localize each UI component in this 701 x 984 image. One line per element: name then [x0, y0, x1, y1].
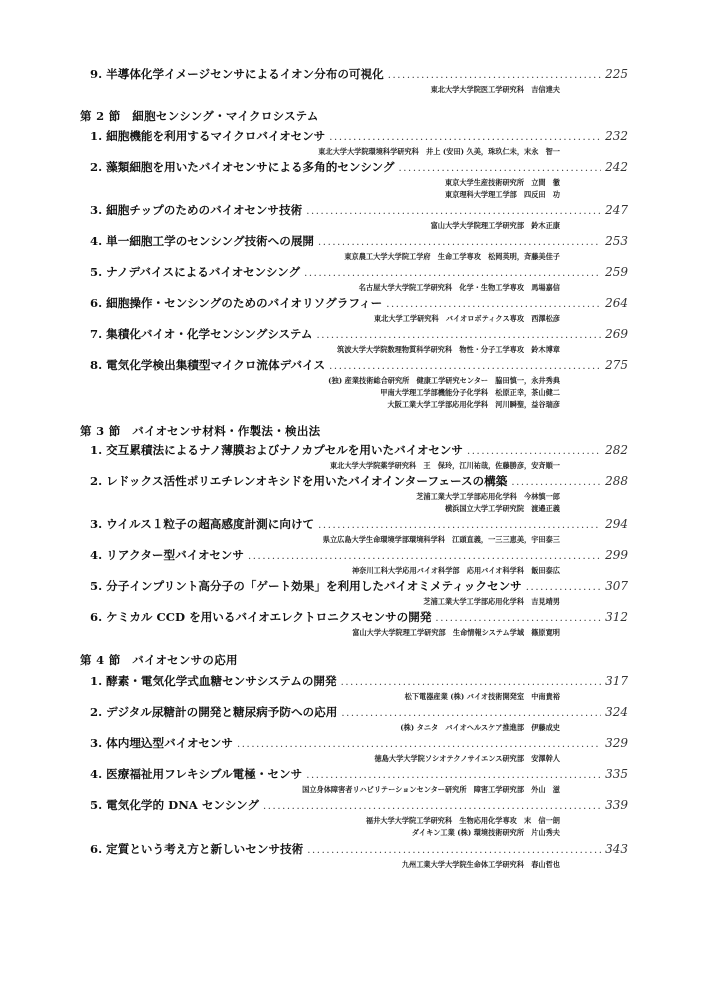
- toc-entry: [90, 326, 628, 356]
- affiliation: ダイキン工業 (株) 環境技術研究所 片山秀夫: [411, 828, 560, 837]
- toc-entry: [90, 202, 628, 232]
- page-number: 247: [605, 203, 628, 217]
- affiliation: 富山大学大学院理工学研究部 鈴木正康: [430, 221, 560, 230]
- toc-entry: [90, 264, 628, 294]
- dot-leader: [511, 477, 601, 488]
- toc-entry: [90, 797, 628, 839]
- entry-title: 1. 細胞機能を利用するマイクロバイオセンサ: [90, 129, 326, 143]
- dot-leader: [386, 299, 601, 310]
- section-heading: 第 2 節 細胞センシング・マイクロシステム: [80, 109, 319, 123]
- toc-entry: [90, 516, 628, 546]
- affiliation: 東京理科大学理工学部 四反田 功: [444, 190, 560, 199]
- page-number: 324: [605, 705, 628, 719]
- entry-title: 2. レドックス活性ポリエチレンオキシドを用いたバイオインターフェースの構築: [90, 474, 508, 488]
- entry-title: 7. 集積化バイオ・化学センシングシステム: [90, 327, 313, 341]
- affiliation: 富山大学大学院理工学研究部 生命情報システム学域 篠原寛明: [352, 628, 560, 637]
- dot-leader: [341, 708, 601, 719]
- toc-entry: [90, 766, 628, 796]
- toc-entry: [90, 547, 628, 577]
- entry-title: 5. ナノデバイスによるバイオセンシング: [90, 265, 301, 279]
- page-number: 294: [605, 517, 628, 531]
- entry-title: 2. デジタル尿糖計の開発と糖尿病予防への応用: [90, 705, 338, 719]
- affiliation: 東京農工大学大学院工学府 生命工学専攻 松岡英明，斉藤美佳子: [344, 252, 560, 261]
- affiliation: 徳島大学大学院ソシオテクノサイエンス研究部 安澤幹人: [374, 754, 560, 763]
- dot-leader: [306, 770, 601, 781]
- dot-leader: [263, 801, 601, 812]
- dot-leader: [307, 845, 601, 856]
- entry-title: 1. 酵素・電気化学式血糖センサシステムの開発: [90, 674, 337, 688]
- dot-leader: [304, 268, 601, 279]
- entry-title: 5. 電気化学的 DNA センシング: [90, 798, 259, 812]
- entry-title: 4. 単一細胞工学のセンシング技術への展開: [90, 234, 315, 248]
- entry-title: 8. 電気化学検出集積型マイクロ流体デバイス: [90, 358, 326, 372]
- entry-title: 4. 医療福祉用フレキシブル電極・センサ: [90, 767, 303, 781]
- toc-entry: [90, 159, 628, 201]
- affiliation: 芝浦工業大学工学部応用化学科 吉見靖男: [423, 597, 560, 606]
- entry-title: 2. 藻類細胞を用いたバイオセンサによる多角的センシング: [90, 160, 395, 174]
- affiliation: 松下電器産業 (株) バイオ技術開発室 中南貴裕: [404, 692, 560, 701]
- page-number: 307: [605, 579, 628, 593]
- page-number: 288: [605, 474, 628, 488]
- dot-leader: [329, 361, 601, 372]
- toc-entry: [90, 233, 628, 263]
- dot-leader: [306, 206, 601, 217]
- toc-entry: [90, 704, 628, 734]
- page-number: 329: [605, 736, 628, 750]
- toc-entry: [90, 735, 628, 765]
- affiliation: 東京大学生産技術研究所 立間 徹: [444, 178, 560, 187]
- entry-title: 6. ケミカル CCD を用いるバイオエレクトロニクスセンサの開発: [90, 610, 432, 624]
- dot-leader: [467, 446, 601, 457]
- toc-entry: [90, 578, 628, 608]
- page-number: 282: [605, 443, 628, 457]
- entry-title: 6. 定質という考え方と新しいセンサ技術: [90, 842, 304, 856]
- entry-title: 5. 分子インプリント高分子の「ゲート効果」を利用したバイオミメティックセンサ: [90, 579, 522, 593]
- toc-entry: [90, 442, 628, 472]
- affiliation: 東北大学大学院環境科学研究科 井上 (安田) 久美，珠玖仁未，末永 智一: [318, 147, 560, 156]
- toc-entry: [90, 357, 628, 411]
- toc-entry: [90, 609, 628, 639]
- page-number: 299: [605, 548, 628, 562]
- page-number: 225: [605, 67, 628, 81]
- page-number: 317: [605, 674, 628, 688]
- entry-title: 6. 細胞操作・センシングのためのバイオリソグラフィー: [90, 296, 383, 310]
- affiliation: 大阪工業大学工学部応用化学科 河川瞬聖，益谷瑞彦: [387, 400, 560, 409]
- affiliation: 神奈川工科大学応用バイオ科学部 応用バイオ科学科 飯田泰広: [351, 566, 560, 575]
- dot-leader: [237, 739, 601, 750]
- affiliation: 東北大学工学研究科 バイオロボティクス専攻 西澤松彦: [373, 314, 560, 323]
- dot-leader: [329, 132, 601, 143]
- toc-entry: [90, 128, 628, 158]
- entry-title: 3. ウイルス１粒子の超高感度計測に向けて: [90, 517, 315, 531]
- affiliation: 芝浦工業大学工学部応用化学科 今林慎一郎: [416, 492, 560, 501]
- affiliation: 筑波大学大学院数理物質科学研究科 物性・分子工学専攻 鈴木博章: [337, 345, 560, 354]
- dot-leader: [317, 330, 602, 341]
- page-number: 264: [605, 296, 628, 310]
- entry-title: 9. 半導体化学イメージセンサによるイオン分布の可視化: [90, 67, 384, 81]
- entry-title: 3. 細胞チップのためのバイオセンサ技術: [90, 203, 303, 217]
- affiliation: 甲南大学理工学部機能分子化学科 松原正幸，茶山健二: [380, 388, 560, 397]
- page-number: 269: [605, 327, 628, 341]
- affiliation: (株) タニタ バイオヘルスケア推進部 伊藤成史: [400, 723, 560, 732]
- entry-title: 4. リアクター型バイオセンサ: [90, 548, 244, 562]
- section-heading: 第 3 節 バイオセンサ材料・作製法・検出法: [80, 424, 321, 438]
- dot-leader: [388, 70, 601, 81]
- section-heading: 第 4 節 バイオセンサの応用: [80, 653, 238, 667]
- toc-entry: [90, 473, 628, 515]
- toc-entry: [90, 295, 628, 325]
- page-number: 275: [605, 358, 628, 372]
- dot-leader: [435, 613, 601, 624]
- affiliation: 国立身体障害者リハビリテーションセンター研究所 障害工学研究部 外山 滋: [302, 785, 560, 794]
- affiliation: 福井大学大学院工学研究科 生物応用化学専攻 末 信一朗: [365, 816, 560, 825]
- affiliation: 東北大学大学院薬学研究科 王 保玲，江川祐哉，佐藤勝彦，安斉順一: [329, 461, 560, 470]
- dot-leader: [398, 163, 601, 174]
- affiliation: 横浜国立大学工学研究院 渡邉正義: [444, 504, 560, 513]
- page-number: 339: [605, 798, 628, 812]
- dot-leader: [318, 237, 601, 248]
- dot-leader: [248, 551, 601, 562]
- page-number: 253: [605, 234, 628, 248]
- dot-leader: [318, 520, 601, 531]
- affiliation: 名古屋大学大学院工学研究科 化学・生物工学専攻 馬場嘉信: [358, 283, 560, 292]
- dot-leader: [526, 582, 601, 593]
- page-number: 232: [605, 129, 628, 143]
- page-number: 343: [605, 842, 628, 856]
- toc-entry: [90, 66, 628, 96]
- entry-title: 3. 体内埋込型バイオセンサ: [90, 736, 233, 750]
- toc-entry: [90, 673, 628, 703]
- page-number: 242: [605, 160, 628, 174]
- affiliation: 九州工業大学大学院生命体工学研究科 春山哲也: [401, 860, 560, 869]
- affiliation: 県立広島大学生命環境学部環境科学科 江頭直義，一三三恵美，宇田泰三: [322, 535, 560, 544]
- page-number: 312: [605, 610, 628, 624]
- entry-title: 1. 交互累積法によるナノ薄膜およびナノカプセルを用いたバイオセンサ: [90, 443, 463, 457]
- page-number: 259: [605, 265, 628, 279]
- dot-leader: [341, 677, 601, 688]
- page-number: 335: [605, 767, 628, 781]
- toc-entry: [90, 841, 628, 871]
- affiliation: 東北大学大学院医工学研究科 吉信達夫: [430, 85, 560, 94]
- affiliation: (独) 産業技術総合研究所 健康工学研究センター 脇田慎一，永井秀典: [328, 376, 560, 385]
